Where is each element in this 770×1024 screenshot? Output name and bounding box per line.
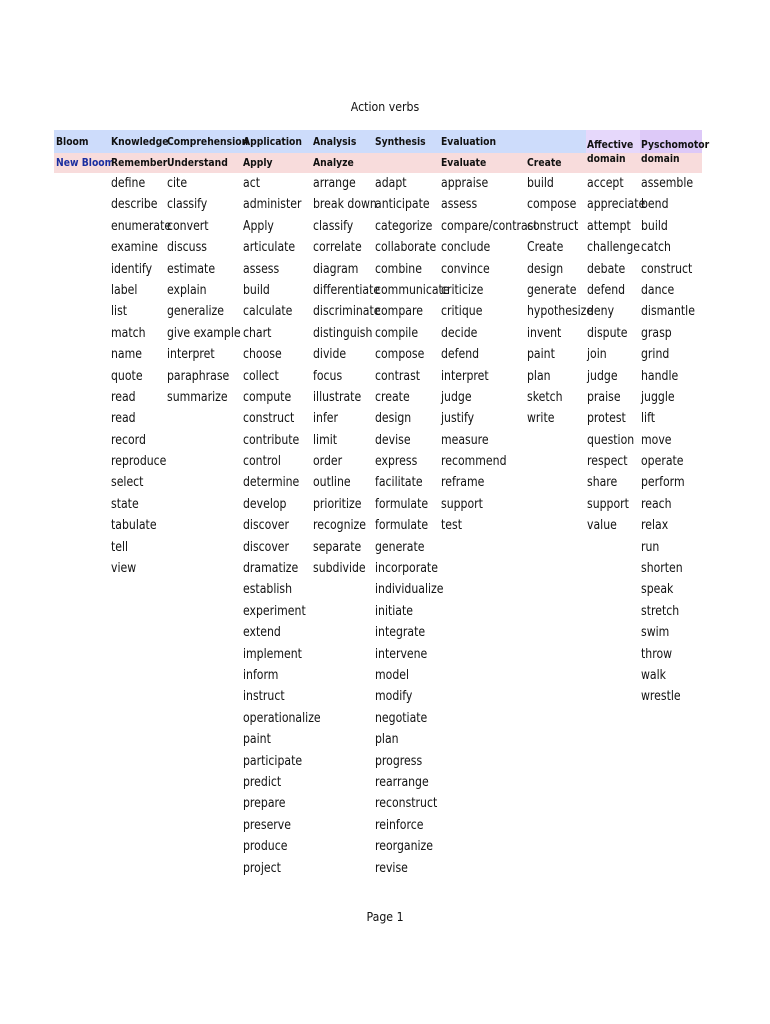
verb-item: select [111, 475, 144, 491]
verb-item: justify [441, 411, 475, 427]
verb-item: measure [441, 432, 489, 448]
column-header: Bloom [56, 135, 89, 148]
verb-item: praise [587, 389, 621, 405]
verb-item: attempt [587, 218, 631, 234]
verb-item: estimate [167, 261, 216, 277]
column-subheader: Remember [111, 156, 168, 169]
verb-item: judge [441, 389, 472, 405]
verb-item: subdivide [313, 561, 366, 577]
verb-item: identify [111, 261, 153, 277]
verb-item: run [641, 539, 660, 555]
verb-item: swim [641, 625, 670, 641]
verb-item: paraphrase [167, 368, 230, 384]
verb-item: support [587, 496, 629, 512]
verb-item: deny [587, 304, 615, 320]
column-subheader: Create [527, 156, 562, 169]
column-subheader: Apply [243, 156, 273, 169]
verb-item: compute [243, 389, 292, 405]
verb-item: arrange [313, 176, 356, 191]
column-subheader [641, 153, 701, 173]
verb-item: decide [441, 325, 478, 341]
verb-item: contribute [243, 432, 300, 448]
verb-item: give example [167, 325, 241, 341]
column-subheader [375, 153, 450, 173]
verb-item: record [111, 432, 146, 448]
verb-item: construct [527, 218, 579, 234]
column-psychomotor-domain [641, 130, 713, 708]
verb-item: administer [243, 197, 302, 213]
verb-item: chart [243, 325, 272, 341]
verb-item: communicate [375, 282, 450, 298]
verb-item: control [243, 454, 281, 470]
verb-item: build [527, 176, 554, 191]
verb-item: discriminate [313, 304, 381, 320]
verb-item: judge [587, 368, 618, 384]
verb-item: correlate [313, 240, 362, 256]
verb-item: choose [243, 347, 282, 363]
verb-item: generalize [167, 304, 224, 320]
verb-item: calculate [243, 304, 293, 320]
verb-item: design [375, 411, 412, 427]
verb-item: relax [641, 518, 669, 534]
verb-item: tell [111, 539, 129, 555]
verb-item: construct [641, 261, 693, 277]
verb-item: grind [641, 347, 670, 363]
verb-item: project [243, 860, 281, 876]
page-number: Page 1 [366, 909, 404, 924]
column-subheader: Understand [167, 156, 228, 169]
verb-item: summarize [167, 389, 228, 405]
verb-item: quote [111, 368, 143, 384]
verb-item: plan [375, 732, 399, 748]
verb-item: recognize [313, 518, 366, 534]
verb-item: catch [641, 240, 671, 256]
verb-item: facilitate [375, 475, 423, 491]
verb-item: speak [641, 582, 674, 598]
verb-item: Create [527, 240, 564, 256]
verb-item: infer [313, 411, 339, 427]
verb-item: separate [313, 539, 362, 555]
verb-item: plan [527, 368, 551, 384]
verb-item: respect [587, 454, 628, 470]
verb-item: recommend [441, 454, 507, 470]
verb-item: build [641, 218, 668, 234]
verb-item: value [587, 518, 617, 534]
column-subheader: Evaluate [441, 156, 487, 169]
verb-item: paint [243, 732, 271, 748]
column-header: Synthesis [375, 135, 426, 148]
verb-item: walk [641, 667, 666, 683]
verb-item: perform [641, 475, 685, 491]
verb-item: dismantle [641, 304, 695, 320]
verb-item: appreciate [587, 197, 646, 213]
verb-item: differentiate [313, 282, 381, 298]
verb-item: invent [527, 325, 562, 341]
verb-item: collaborate [375, 240, 437, 256]
verb-item: combine [375, 261, 422, 277]
verb-item: formulate [375, 496, 429, 512]
verb-item: diagram [313, 261, 359, 277]
verb-item: experiment [243, 603, 306, 619]
verb-item: reproduce [111, 454, 167, 470]
verb-item: convince [441, 261, 490, 277]
verb-item: negotiate [375, 710, 428, 726]
verb-item: operationalize [243, 710, 321, 726]
verb-item: articulate [243, 240, 296, 256]
verb-item: assemble [641, 176, 694, 191]
verb-item: rearrange [375, 774, 429, 790]
verb-item: tabulate [111, 518, 157, 534]
action-verbs-table [54, 130, 710, 890]
verb-item: generate [527, 282, 577, 298]
verb-item: participate [243, 753, 303, 769]
verb-item: cite [167, 176, 188, 191]
verb-item: order [313, 454, 343, 470]
verb-item: operate [641, 454, 684, 470]
verb-item: anticipate [375, 197, 430, 213]
verb-item: act [243, 176, 260, 191]
verb-item: wrestle [641, 689, 681, 705]
verb-item: conclude [441, 240, 491, 256]
verb-item: sketch [527, 389, 563, 405]
verb-item: instruct [243, 689, 285, 705]
verb-item: initiate [375, 603, 413, 619]
verb-item: determine [243, 475, 300, 491]
verb-item: prioritize [313, 496, 362, 512]
verb-item: accept [587, 176, 624, 191]
verb-item: collect [243, 368, 279, 384]
verb-item: defend [441, 347, 480, 363]
verb-item: handle [641, 368, 679, 384]
verb-item: illustrate [313, 389, 362, 405]
verb-item: discover [243, 518, 290, 534]
verb-item: stretch [641, 603, 680, 619]
verb-item: produce [243, 839, 288, 855]
verb-item: formulate [375, 518, 429, 534]
verb-item: read [111, 411, 136, 427]
verb-item: incorporate [375, 561, 438, 577]
verb-item: compare/contrast [441, 218, 538, 234]
verb-item: implement [243, 646, 302, 662]
verb-item: reach [641, 496, 672, 512]
verb-item: name [111, 347, 142, 363]
verb-item: Apply [243, 218, 274, 234]
verb-item: join [587, 347, 607, 363]
column-header: Analysis [313, 135, 357, 148]
verb-item: label [111, 282, 138, 298]
verb-item: defend [587, 282, 626, 298]
verb-item: break down [313, 197, 377, 213]
verb-item: establish [243, 582, 292, 598]
verb-item: compose [527, 197, 577, 213]
verb-item: adapt [375, 176, 407, 191]
verb-item: prepare [243, 796, 286, 812]
verb-item: focus [313, 368, 343, 384]
verb-item: lift [641, 411, 656, 427]
verb-item: predict [243, 774, 282, 790]
verb-item: convert [167, 218, 209, 234]
verb-item: dispute [587, 325, 628, 341]
verb-item: discuss [167, 240, 207, 256]
verb-item: reconstruct [375, 796, 438, 812]
verb-item: challenge [587, 240, 640, 256]
verb-item: inform [243, 667, 279, 683]
verb-item: define [111, 176, 146, 191]
verb-item: write [527, 411, 555, 427]
verb-item: view [111, 561, 137, 577]
verb-item: model [375, 667, 410, 683]
verb-item: classify [167, 197, 208, 213]
verb-item: bend [641, 197, 669, 213]
verb-item: interpret [167, 347, 215, 363]
verb-item: divide [313, 347, 347, 363]
verb-item: match [111, 325, 146, 341]
column-header: Evaluation [441, 135, 497, 148]
verb-item: debate [587, 261, 626, 277]
verb-item: limit [313, 432, 338, 448]
verb-item: construct [243, 411, 295, 427]
verb-item: individualize [375, 582, 444, 598]
verb-item: compile [375, 325, 419, 341]
page-title: Action verbs [350, 99, 420, 114]
verb-item: devise [375, 432, 411, 448]
column-subheader: Analyze [313, 156, 354, 169]
verb-item: share [587, 475, 618, 491]
verb-item: create [375, 389, 410, 405]
verb-item: dance [641, 282, 675, 298]
verb-item: distinguish [313, 325, 373, 341]
verb-item: revise [375, 860, 408, 876]
verb-item: juggle [641, 389, 675, 405]
verb-item: classify [313, 218, 354, 234]
verb-item: read [111, 389, 136, 405]
verb-item: enumerate [111, 218, 172, 234]
verb-item: reframe [441, 475, 485, 491]
verb-item: integrate [375, 625, 426, 641]
verb-item: support [441, 496, 483, 512]
verb-item: develop [243, 496, 287, 512]
verb-item: compare [375, 304, 423, 320]
verb-item: outline [313, 475, 351, 491]
column-header: Pyschomotor domain [641, 138, 710, 165]
verb-item: reorganize [375, 839, 433, 855]
verb-item: design [527, 261, 564, 277]
verb-list [641, 173, 713, 708]
verb-item: generate [375, 539, 425, 555]
verb-item: dramatize [243, 561, 299, 577]
verb-item: appraise [441, 176, 489, 191]
verb-item: criticize [441, 282, 484, 298]
verb-item: categorize [375, 218, 433, 234]
verb-item: hypothesize [527, 304, 594, 320]
verb-item: intervene [375, 646, 428, 662]
column-subheader [587, 153, 645, 173]
verb-item: express [375, 454, 418, 470]
verb-item: preserve [243, 817, 291, 833]
verb-item: progress [375, 753, 423, 769]
verb-item: paint [527, 347, 555, 363]
verb-item: contrast [375, 368, 421, 384]
verb-item: discover [243, 539, 290, 555]
verb-item: assess [441, 197, 478, 213]
verb-item: extend [243, 625, 281, 641]
verb-item: list [111, 304, 128, 320]
verb-item: examine [111, 240, 159, 256]
verb-item: move [641, 432, 672, 448]
column-header [527, 130, 593, 153]
verb-item: reinforce [375, 817, 424, 833]
verb-item: throw [641, 646, 673, 662]
column-subheader: New Bloom [56, 156, 115, 169]
column-header: Comprehension [167, 135, 249, 148]
verb-item: modify [375, 689, 413, 705]
verb-item: compose [375, 347, 425, 363]
verb-item: test [441, 518, 462, 534]
verb-item: build [243, 282, 270, 298]
column-header: Affective domain [587, 138, 634, 165]
verb-item: explain [167, 282, 207, 298]
verb-item: grasp [641, 325, 672, 341]
verb-item: protest [587, 411, 626, 427]
verb-item: describe [111, 197, 158, 213]
verb-item: state [111, 496, 139, 512]
verb-item: assess [243, 261, 280, 277]
column-header: Application [243, 135, 302, 148]
verb-item: question [587, 432, 635, 448]
verb-item: interpret [441, 368, 489, 384]
verb-item: critique [441, 304, 483, 320]
verb-item: shorten [641, 561, 683, 577]
column-header: Knowledge [111, 135, 169, 148]
